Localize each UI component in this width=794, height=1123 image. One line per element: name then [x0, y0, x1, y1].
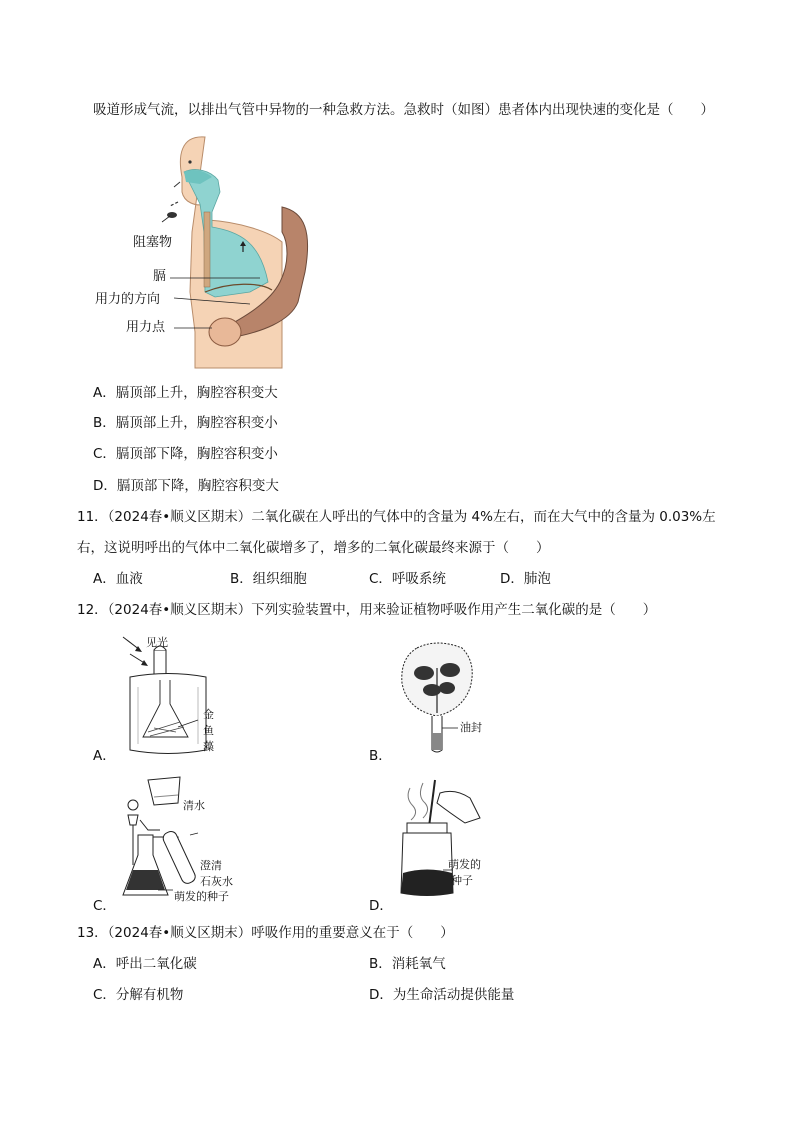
figure-c-letter: C． — [93, 898, 116, 914]
question-10-stem-continuation: 吸道形成气流，以排出气管中异物的一种急救方法。急救时（如图）患者体内出现快速的变化是（ ） — [93, 102, 714, 118]
q10-option-a: A．膈顶部上升，胸腔容积变大 — [93, 385, 278, 401]
label-obstruction: 阻塞物 — [133, 235, 173, 250]
label-algae-1: 金 — [203, 708, 214, 721]
label-germinating-seeds-d-1: 萌发的 — [448, 858, 481, 871]
label-light: 见光 — [146, 636, 168, 649]
q10-option-b: B．膈顶部上升，胸腔容积变小 — [93, 415, 278, 431]
label-algae-2: 鱼 — [203, 724, 214, 737]
q11-option-c: C．呼吸系统 — [369, 571, 446, 587]
q13-option-b: B．消耗氧气 — [369, 956, 446, 972]
q13-option-a: A．呼出二氧化碳 — [93, 956, 197, 972]
label-limewater-1: 澄清 — [200, 859, 222, 872]
label-limewater-2: 石灰水 — [200, 875, 233, 888]
label-clear-water: 清水 — [183, 799, 205, 812]
q11-option-b: B．组织细胞 — [230, 571, 307, 587]
label-force-point: 用力点 — [126, 320, 166, 335]
label-germinating-seeds-c: 萌发的种子 — [174, 890, 229, 903]
q11-option-a: A．血液 — [93, 571, 143, 587]
label-force-direction: 用力的方向 — [95, 292, 161, 307]
apparatus-b-figure — [392, 638, 482, 758]
label-germinating-seeds-d-2: 种子 — [451, 874, 473, 887]
figure-b-letter: B． — [369, 748, 392, 764]
figure-a-letter: A． — [93, 748, 116, 764]
figure-d-letter: D． — [369, 898, 393, 914]
q10-option-c: C．膈顶部下降，胸腔容积变小 — [93, 446, 278, 462]
apparatus-d-figure — [395, 778, 505, 900]
label-algae-3: 藻 — [203, 740, 214, 753]
q10-option-d: D．膈顶部下降，胸腔容积变大 — [93, 478, 279, 494]
label-diaphragm: 膈 — [153, 269, 167, 284]
q12-stem: 12．（2024春•顺义区期末）下列实验装置中，用来验证植物呼吸作用产生二氧化碳的是（ ） — [77, 602, 657, 618]
q11-option-d: D．肺泡 — [500, 571, 551, 587]
label-oil-seal: 油封 — [460, 721, 482, 734]
q13-option-d: D．为生命活动提供能量 — [369, 987, 515, 1003]
q13-stem: 13．（2024春•顺义区期末）呼吸作用的重要意义在于（ ） — [77, 925, 454, 941]
q11-stem-line2: 右，这说明呼出的气体中二氧化碳增多了，增多的二氧化碳最终来源于（ ） — [77, 540, 550, 556]
q11-stem-line1: 11．（2024春•顺义区期末）二氧化碳在人呼出的气体中的含量为 4%左右，而在大气中的含量为 0.03%左 — [77, 509, 716, 525]
q13-option-c: C．分解有机物 — [93, 987, 184, 1003]
apparatus-a-figure — [118, 632, 218, 757]
